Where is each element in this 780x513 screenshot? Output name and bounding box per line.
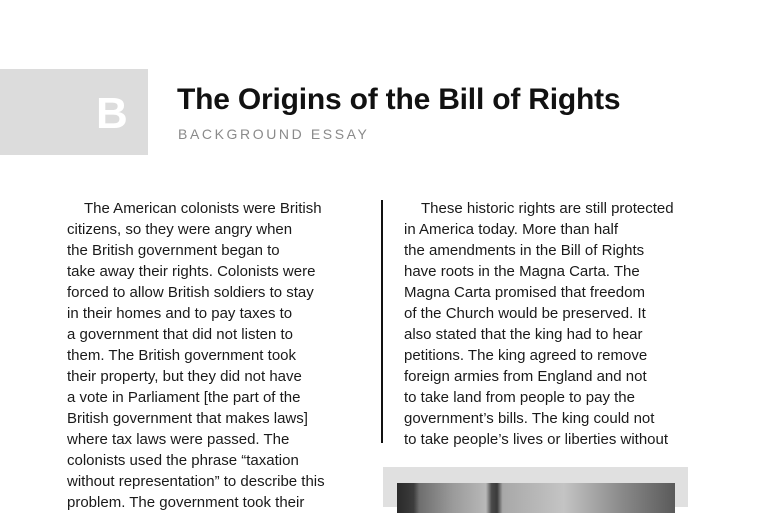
left-text-column xyxy=(67,198,367,513)
text-line: where tax laws were passed. The xyxy=(67,431,290,448)
text-line: to take people’s lives or liberties without xyxy=(404,431,669,448)
text-line: citizens, so they were angry when xyxy=(67,221,293,238)
text-line: government’s bills. The king could not xyxy=(404,410,655,427)
historical-illustration xyxy=(397,483,675,513)
text-line: a vote in Parliament [the part of the xyxy=(67,389,301,406)
text-line: forced to allow British soldiers to stay xyxy=(67,284,314,301)
page-subtitle: BACKGROUND ESSAY xyxy=(178,126,370,142)
text-line: them. The British government took xyxy=(67,347,296,364)
right-text-column xyxy=(404,198,704,450)
text-line: These historic rights are still protected xyxy=(421,200,674,217)
text-line: also stated that the king had to hear xyxy=(404,326,643,343)
text-line: colonists used the phrase “taxation xyxy=(67,452,299,469)
text-line: the amendments in the Bill of Rights xyxy=(404,242,645,259)
text-line: their property, but they did not have xyxy=(67,368,302,385)
column-divider xyxy=(381,200,383,443)
text-line: petitions. The king agreed to remove xyxy=(404,347,648,364)
text-line: Magna Carta promised that freedom xyxy=(404,284,645,301)
text-line: The American colonists were British xyxy=(84,200,322,217)
text-line: the British government began to xyxy=(67,242,280,259)
text-line: British government that makes laws] xyxy=(67,410,308,427)
text-line: have roots in the Magna Carta. The xyxy=(404,263,640,280)
text-line: take away their rights. Colonists were xyxy=(67,263,316,280)
text-line: in their homes and to pay taxes to xyxy=(67,305,293,322)
text-line: in America today. More than half xyxy=(404,221,618,238)
section-letter: B xyxy=(96,89,128,138)
text-line: problem. The government took their xyxy=(67,494,305,511)
page-title: The Origins of the Bill of Rights xyxy=(177,83,621,116)
text-line: a government that did not listen to xyxy=(67,326,293,343)
text-line: without representation” to describe this xyxy=(67,473,325,490)
text-line: to take land from people to pay the xyxy=(404,389,635,406)
text-line: foreign armies from England and not xyxy=(404,368,647,385)
text-line: of the Church would be preserved. It xyxy=(404,305,646,322)
